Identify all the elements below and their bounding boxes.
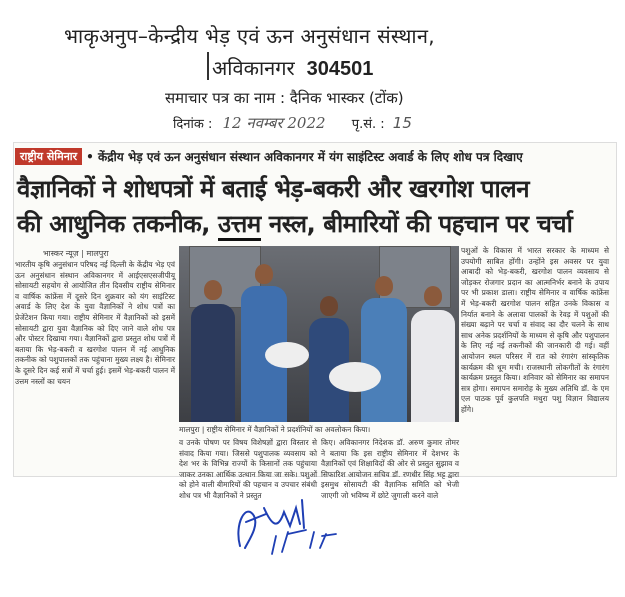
headline-line1: वैज्ञानिकों ने शोधपत्रों में बताई भेड़-बकरी और खरगोश पालन [17, 175, 530, 203]
newspaper-clipping [13, 142, 617, 500]
institute-location [212, 54, 373, 81]
person-head [375, 276, 393, 296]
headline-underlined-word: उत्तम [218, 210, 261, 241]
pincode: 304501 [306, 58, 374, 80]
article-column-right: पशुओं के विकास में भारत सरकार के माध्यम से उपयोगी साबित होंगी। उन्होंने इस अवसर पर युवा आबादी को भेड़-बकरी, खरगोश पालन व्यवसाय से जोड़कर रोजगार प्रदान का आत्मनिर्भर बनाने के उपाय पर भी प्रकाश डाला। राष्ट्रीय सेमिनार व वार्षिक कांफ्रेंस में भेड़-बकरी खरगोश पालन सहित उनके विकास व निर्यात बनाने के अलावा पालकों के रेवड़ में पशुओं की संख्या बढ़ाने पर चर्चा व संवाद का दौर चलने के साथ साथ अनेक प्रदर्शनियों के माध्यम से कृषि और पशुपालन के लिए नई नई तकनीकों की जानकारी दी गई। वहीं आयोजन स्थल परिसर में रात को रंगारंग सांस्कृतिक कार्यक्रम की धूम मची। राजस्थानी लोकगीतों के रंगारंग कार्यक्रम प्रस्तुत किया। शनिवार को सेमिनार का समापन सत्र होगा। समापन समारोह के मुख्य अतिथि डॉ. के एम एल पाठक पूर्व कुलपति मथुरा पशु विज्ञान विद्यालय होंगे। [461, 246, 609, 414]
section-tag: राष्ट्रीय सेमिनार [15, 148, 82, 165]
headline-part-a: की आधुनिक तकनीक, [17, 210, 211, 238]
article-column-left: भारतीय कृषि अनुसंधान परिषद नई दिल्ली के केंद्रीय भेड़ एवं ऊन अनुसंधान संस्थान अविकानगर में आईएसएसजीपीयू सोसायटी सहयोग से आयोजित तीन दिवसीय राष्ट्रीय सेमिनार व वार्षिक कांफ्रेंस में दूसरे दिन शुक्रवार को यंग साइंटिस्ट अवार्ड के लिए देश के युवा वैज्ञानिकों ने शोध पत्रों का प्रेजेंटेशन किया गया। राष्ट्रीय सेमिनार में वैज्ञानिकों को इसमें सोसायटी द्वारा युवा वैज्ञानिक को दिए जाने वाले शोध पत्र और पोस्टर दिखाया गया। वैज्ञानिकों द्वारा प्रस्तुत शोध पत्रों में बताया कि भेड़-बकरी व खरगोश पालन में नई आधुनिक तकनीक को पशुपालकों तक पहुंचाना मुख्य लक्ष्य है। सेमिनार के दूसरे दिन कई सत्रों में चर्चा हुई। इसमें भेड़-बकरी पालन में उत्तम नस्लों का चयन [15, 260, 175, 386]
date-label: दिनांक : [173, 117, 213, 132]
person-head [424, 286, 442, 306]
handwritten-signature [232, 488, 342, 558]
article-strap [15, 145, 523, 167]
signature-date-stroke [272, 530, 336, 554]
photo-caption: मालपुरा | राष्ट्रीय सेमिनार में वैज्ञानिकों ने प्रदर्शनियों का अवलोकन किया। [179, 425, 371, 434]
sheep-figure [329, 362, 381, 392]
sheep-figure [265, 342, 309, 368]
person-figure [241, 260, 287, 422]
text-cursor [207, 52, 209, 80]
person-figure [411, 282, 455, 422]
page-label: पृ.सं. : [351, 117, 385, 132]
headline-line2 [17, 207, 572, 240]
location-name: अविकानगर [212, 56, 295, 80]
person-body [361, 298, 407, 422]
person-figure [191, 272, 235, 422]
dateline: भास्कर न्यूज़ | मालपुरा [43, 249, 109, 258]
person-figure [309, 292, 349, 422]
article-column-bottom-2: किए। अविकानगर निदेशक डॉ. अरुण कुमार तोमर ने बताया कि इस राष्ट्रीय सेमिनार में देशभर के वैज्ञानिकों एवं शिक्षाविदों की ओर से प्रस्तुत सुझाव व सिफारिश आयोजन सचिव डॉ. रणधीर सिंह भट्ट द्वारा इसमुथ सोसायटी की वैज्ञानिक समिति को भेजी जाएगी जो भविष्य में छोटे जुगाली करने वाले [321, 438, 459, 500]
news-photo [179, 246, 459, 422]
article-column-bottom-1: व उनके पोषण पर विषय विशेषज्ञों द्वारा विस्तार से संवाद किया गया। जिससे पशुपालक व्यवसाय को देश भर के विभिन्न राज्यों के किसानों तक पहुंचाया जाकर उनका आर्थिक उत्थान किया जा सके। पशुओं को होने वाली बीमारियों की पहचान व उपचार संबंधी शोध पत्र भी वैज्ञानिकों ने प्रस्तुत [179, 438, 317, 500]
page-value: 15 [392, 114, 412, 132]
headline-part-c: नस्ल, बीमारियों की पहचान पर चर्चा [268, 210, 573, 238]
institute-name: भाकृअनुप–केन्द्रीय भेड़ एवं ऊन अनुसंधान संस्थान, [64, 24, 435, 48]
date-page-line [173, 113, 412, 133]
signature-stroke [238, 500, 304, 548]
person-figure [361, 272, 407, 422]
strap-text: • केंद्रीय भेड़ एवं ऊन अनुसंधान संस्थान अविकानगर में यंग साइंटिस्ट अवार्ड के लिए शोध पत्र दिखाए [86, 149, 523, 164]
date-value: 12 नवम्बर 2022 [222, 114, 326, 132]
newspaper-name: समाचार पत्र का नाम : दैनिक भास्कर (टोंक) [165, 89, 404, 107]
person-head [320, 296, 338, 316]
person-head [204, 280, 222, 300]
person-body [191, 304, 235, 422]
person-body [411, 310, 455, 422]
person-head [255, 264, 273, 284]
